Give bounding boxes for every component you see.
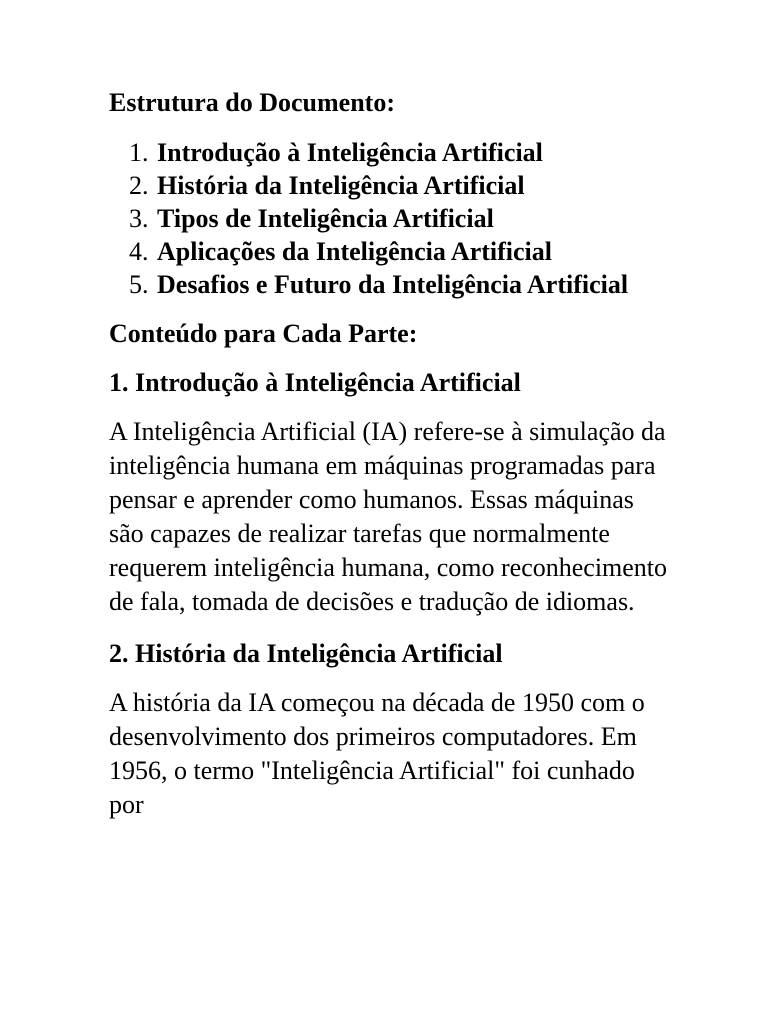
toc-item (109, 268, 669, 301)
toc-item (109, 202, 669, 235)
document-content (109, 86, 669, 822)
section-title: 1. Introdução à Inteligência Artificial (109, 368, 521, 397)
section-title: 2. História da Inteligência Artificial (109, 639, 503, 668)
spacer (109, 350, 669, 366)
toc-item-text: Desafios e Futuro da Inteligência Artificial (157, 270, 629, 299)
toc-item-number: 2. (129, 171, 149, 200)
toc-item-text: Aplicações da Inteligência Artificial (157, 237, 553, 266)
table-of-contents (109, 136, 669, 301)
spacer (109, 670, 669, 686)
content-heading: Conteúdo para Cada Parte: (109, 319, 418, 348)
toc-item (109, 169, 669, 202)
spacer (109, 399, 669, 415)
toc-item-text: História da Inteligência Artificial (157, 171, 525, 200)
toc-item-number: 4. (129, 237, 149, 266)
section-body: A história da IA começou na década de 1950 com o desenvolvimento dos primeiros computadores. Em 1956, o termo "Inteligência Artificial" foi cunhado por (109, 688, 645, 819)
spacer (109, 619, 669, 637)
toc-item (109, 235, 669, 268)
section-body: A Inteligência Artificial (IA) refere-se à simulação da inteligência humana em máquinas programadas para pensar e aprender como humanos. Essas máquinas são capazes de realizar tarefas que normalmente requerem inteligência humana, como reconhecimento de fala, tomada de decisões e tradução de idiomas. (109, 417, 668, 616)
toc-item-text: Introdução à Inteligência Artificial (157, 138, 543, 167)
toc-item-text: Tipos de Inteligência Artificial (157, 204, 494, 233)
structure-heading: Estrutura do Documento: (109, 88, 395, 117)
toc-item (109, 136, 669, 169)
toc-item-number: 3. (129, 204, 149, 233)
toc-item-number: 1. (129, 138, 149, 167)
spacer (109, 301, 669, 317)
toc-item-number: 5. (129, 270, 149, 299)
